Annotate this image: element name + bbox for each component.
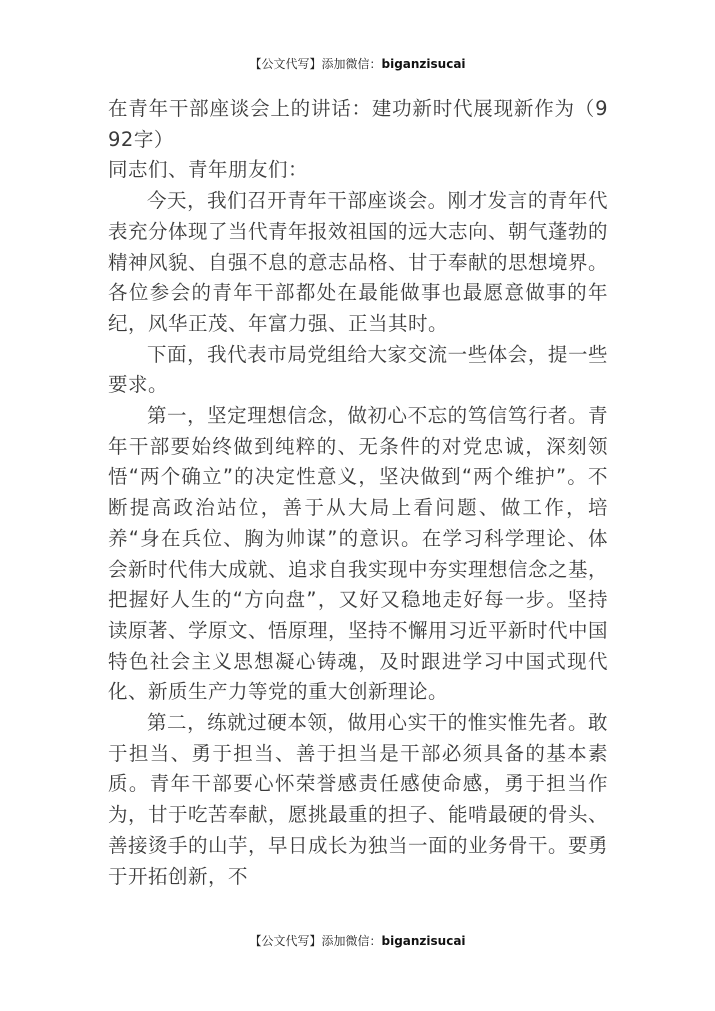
salutation: 同志们、青年朋友们： (108, 158, 309, 182)
page-footer (0, 932, 715, 949)
document-body (108, 94, 608, 892)
document-title: 在青年干部座谈会上的讲话：建功新时代展现新作为（992字） (108, 97, 608, 151)
page-header (0, 55, 715, 72)
header-prefix: 【公文代写】添加微信： (249, 57, 382, 71)
footer-contact: biganzisucai (381, 934, 466, 948)
footer-prefix: 【公文代写】添加微信： (249, 934, 382, 948)
header-contact: biganzisucai (381, 57, 466, 71)
paragraph-first-point: 第一，坚定理想信念，做初心不忘的笃信笃行者。青年干部要始终做到纯粹的、无条件的对党忠诚，深刻领悟“两个确立”的决定性意义，坚决做到“两个维护”。不断提高政治站位，善于从大局上看问题、做工作，培养“身在兵位、胸为帅谋”的意识。在学习科学理论、体会新时代伟大成就、追求自我实现中夯实理想信念之基，把握好人生的“方向盘”，又好又稳地走好每一步。坚持读原著、学原文、悟原理，坚持不懈用习近平新时代中国特色社会主义思想凝心铸魂，及时跟进学习中国式现代化、新质生产力等党的重大创新理论。 (108, 404, 609, 704)
paragraph-opening: 今天，我们召开青年干部座谈会。刚才发言的青年代表充分体现了当代青年报效祖国的远大志向、朝气蓬勃的精神风貌、自强不息的意志品格、甘于奉献的思想境界。各位参会的青年干部都处在最能做事也最愿意做事的年纪，风华正茂、年富力强、正当其时。 (108, 189, 609, 335)
paragraph-second-point: 第二，练就过硬本领，做用心实干的惟实惟先者。敢于担当、勇于担当、善于担当是干部必须具备的基本素质。青年干部要心怀荣誉感责任感使命感，勇于担当作为，甘于吃苦奉献，愿挑最重的担子、能啃最硬的骨头、善接烫手的山芋，早日成长为独当一面的业务骨干。要勇于开拓创新，不 (108, 711, 609, 888)
paragraph-intro: 下面，我代表市局党组给大家交流一些体会，提一些要求。 (108, 342, 608, 397)
